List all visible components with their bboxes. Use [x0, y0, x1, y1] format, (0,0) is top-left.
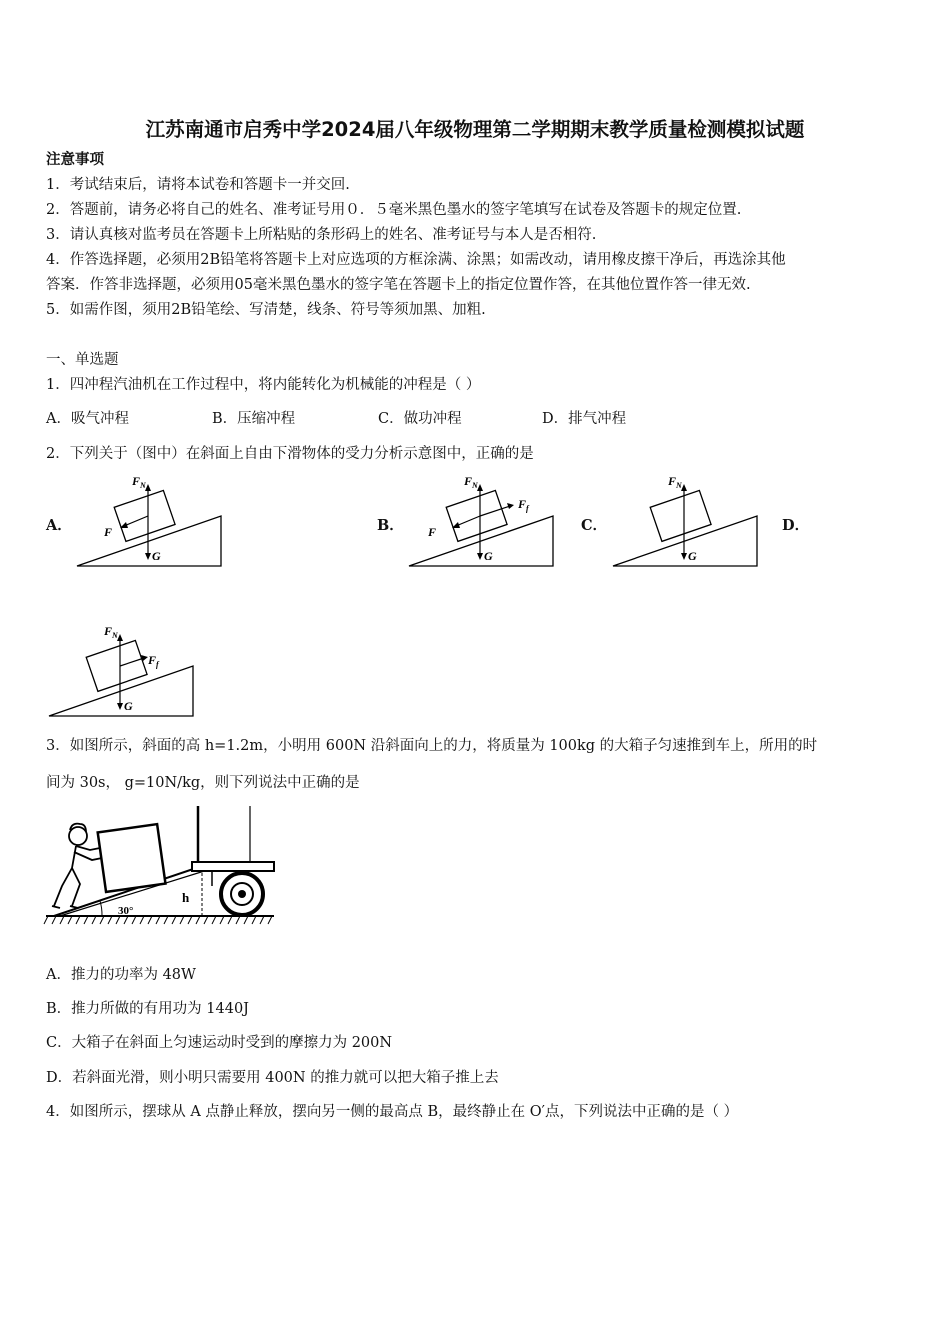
- q2-label-b: B．: [377, 517, 404, 534]
- f-label: F: [104, 525, 113, 539]
- ground-hatch: [44, 916, 272, 924]
- q2-figure-c: [606, 470, 766, 570]
- ff-label: $F_f$: [518, 497, 529, 513]
- notice-item: 3．请认真核对监考员在答题卡上所粘贴的条形码上的姓名、准考证号与本人是否相符.: [46, 227, 597, 243]
- truck-bed: [192, 862, 274, 871]
- q3-option-c: C．大箱子在斜面上匀速运动时受到的摩擦力为 200N: [46, 1035, 393, 1051]
- g-label: G: [124, 699, 133, 713]
- notice-heading: 注意事项: [46, 151, 104, 168]
- notice-item: 答案．作答非选择题，必须用05毫米黑色墨水的签字笔在答题卡上的指定位置作答，在其他位置作答一律无效.: [46, 277, 751, 293]
- fn-label: $F_N$: [132, 474, 146, 490]
- q3-option-d: D．若斜面光滑，则小明只需要用 400N 的推力就可以把大箱子推上去: [46, 1070, 499, 1086]
- q1-option-a: A．吸气冲程: [46, 411, 129, 427]
- f-label: F: [428, 525, 437, 539]
- person: [52, 824, 102, 908]
- question-3-stem-line1: 3．如图所示，斜面的高 h=1.2m，小明用 600N 沿斜面向上的力，将质量为 100kg 的大箱子匀速推到车上，所用的时: [46, 738, 818, 754]
- notice-item: 4．作答选择题，必须用2B铅笔将答题卡上对应选项的方框涂满、涂黑；如需改动，请用橡皮擦干净后，再选涂其他: [46, 252, 786, 268]
- q1-option-b: B．压缩冲程: [212, 411, 296, 427]
- big-box: [98, 824, 166, 892]
- g-label: G: [152, 549, 161, 563]
- q1-option-c: C．做功冲程: [378, 411, 462, 427]
- q2-figure-d: [42, 620, 202, 720]
- q3-figure: [42, 806, 278, 930]
- q2-label-d: D．: [782, 517, 810, 534]
- angle-label: 30°: [118, 905, 134, 917]
- block: [650, 490, 711, 541]
- block: [114, 490, 175, 541]
- block: [446, 490, 507, 541]
- notice-item: 5．如需作图，须用2B铅笔绘、写清楚，线条、符号等须加黑、加粗.: [46, 302, 486, 318]
- q2-label-a: A．: [46, 517, 72, 534]
- block: [86, 640, 147, 691]
- ff-label: $F_f$: [148, 653, 159, 669]
- question-3-stem-line2: 间为 30s， g=10N/kg，则下列说法中正确的是: [46, 775, 360, 791]
- g-label: G: [688, 549, 697, 563]
- q3-option-a: A．推力的功率为 48W: [46, 967, 196, 983]
- section-heading: 一、单选题: [46, 352, 119, 368]
- fn-label: $F_N$: [668, 474, 682, 490]
- q2-label-c: C．: [581, 517, 608, 534]
- question-1-stem: 1．四冲程汽油机在工作过程中，将内能转化为机械能的冲程是（ ）: [46, 377, 481, 393]
- q1-option-d: D．排气冲程: [542, 411, 627, 427]
- q2-figure-a: [70, 470, 230, 570]
- question-4-stem: 4．如图所示，摆球从 A 点静止释放，摆向另一侧的最高点 B，最终静止在 O′点，下列说法中正确的是（ ）: [46, 1104, 739, 1120]
- g-label: G: [484, 549, 493, 563]
- q3-option-b: B．推力所做的有用功为 1440J: [46, 1001, 249, 1017]
- fn-label: $F_N$: [104, 624, 118, 640]
- notice-item: 2．答题前，请务必将自己的姓名、准考证号用０．５毫米黑色墨水的签字笔填写在试卷及答题卡的规定位置.: [46, 202, 742, 218]
- fn-label: $F_N$: [464, 474, 478, 490]
- q2-figure-b: [402, 470, 562, 570]
- page-title: 江苏南通市启秀中学2024届八年级物理第二学期期末教学质量检测模拟试题: [145, 118, 805, 141]
- question-2-stem: 2．下列关于（图中）在斜面上自由下滑物体的受力分析示意图中，正确的是: [46, 446, 534, 462]
- height-label: h: [182, 890, 190, 905]
- notice-item: 1．考试结束后，请将本试卷和答题卡一并交回.: [46, 177, 350, 193]
